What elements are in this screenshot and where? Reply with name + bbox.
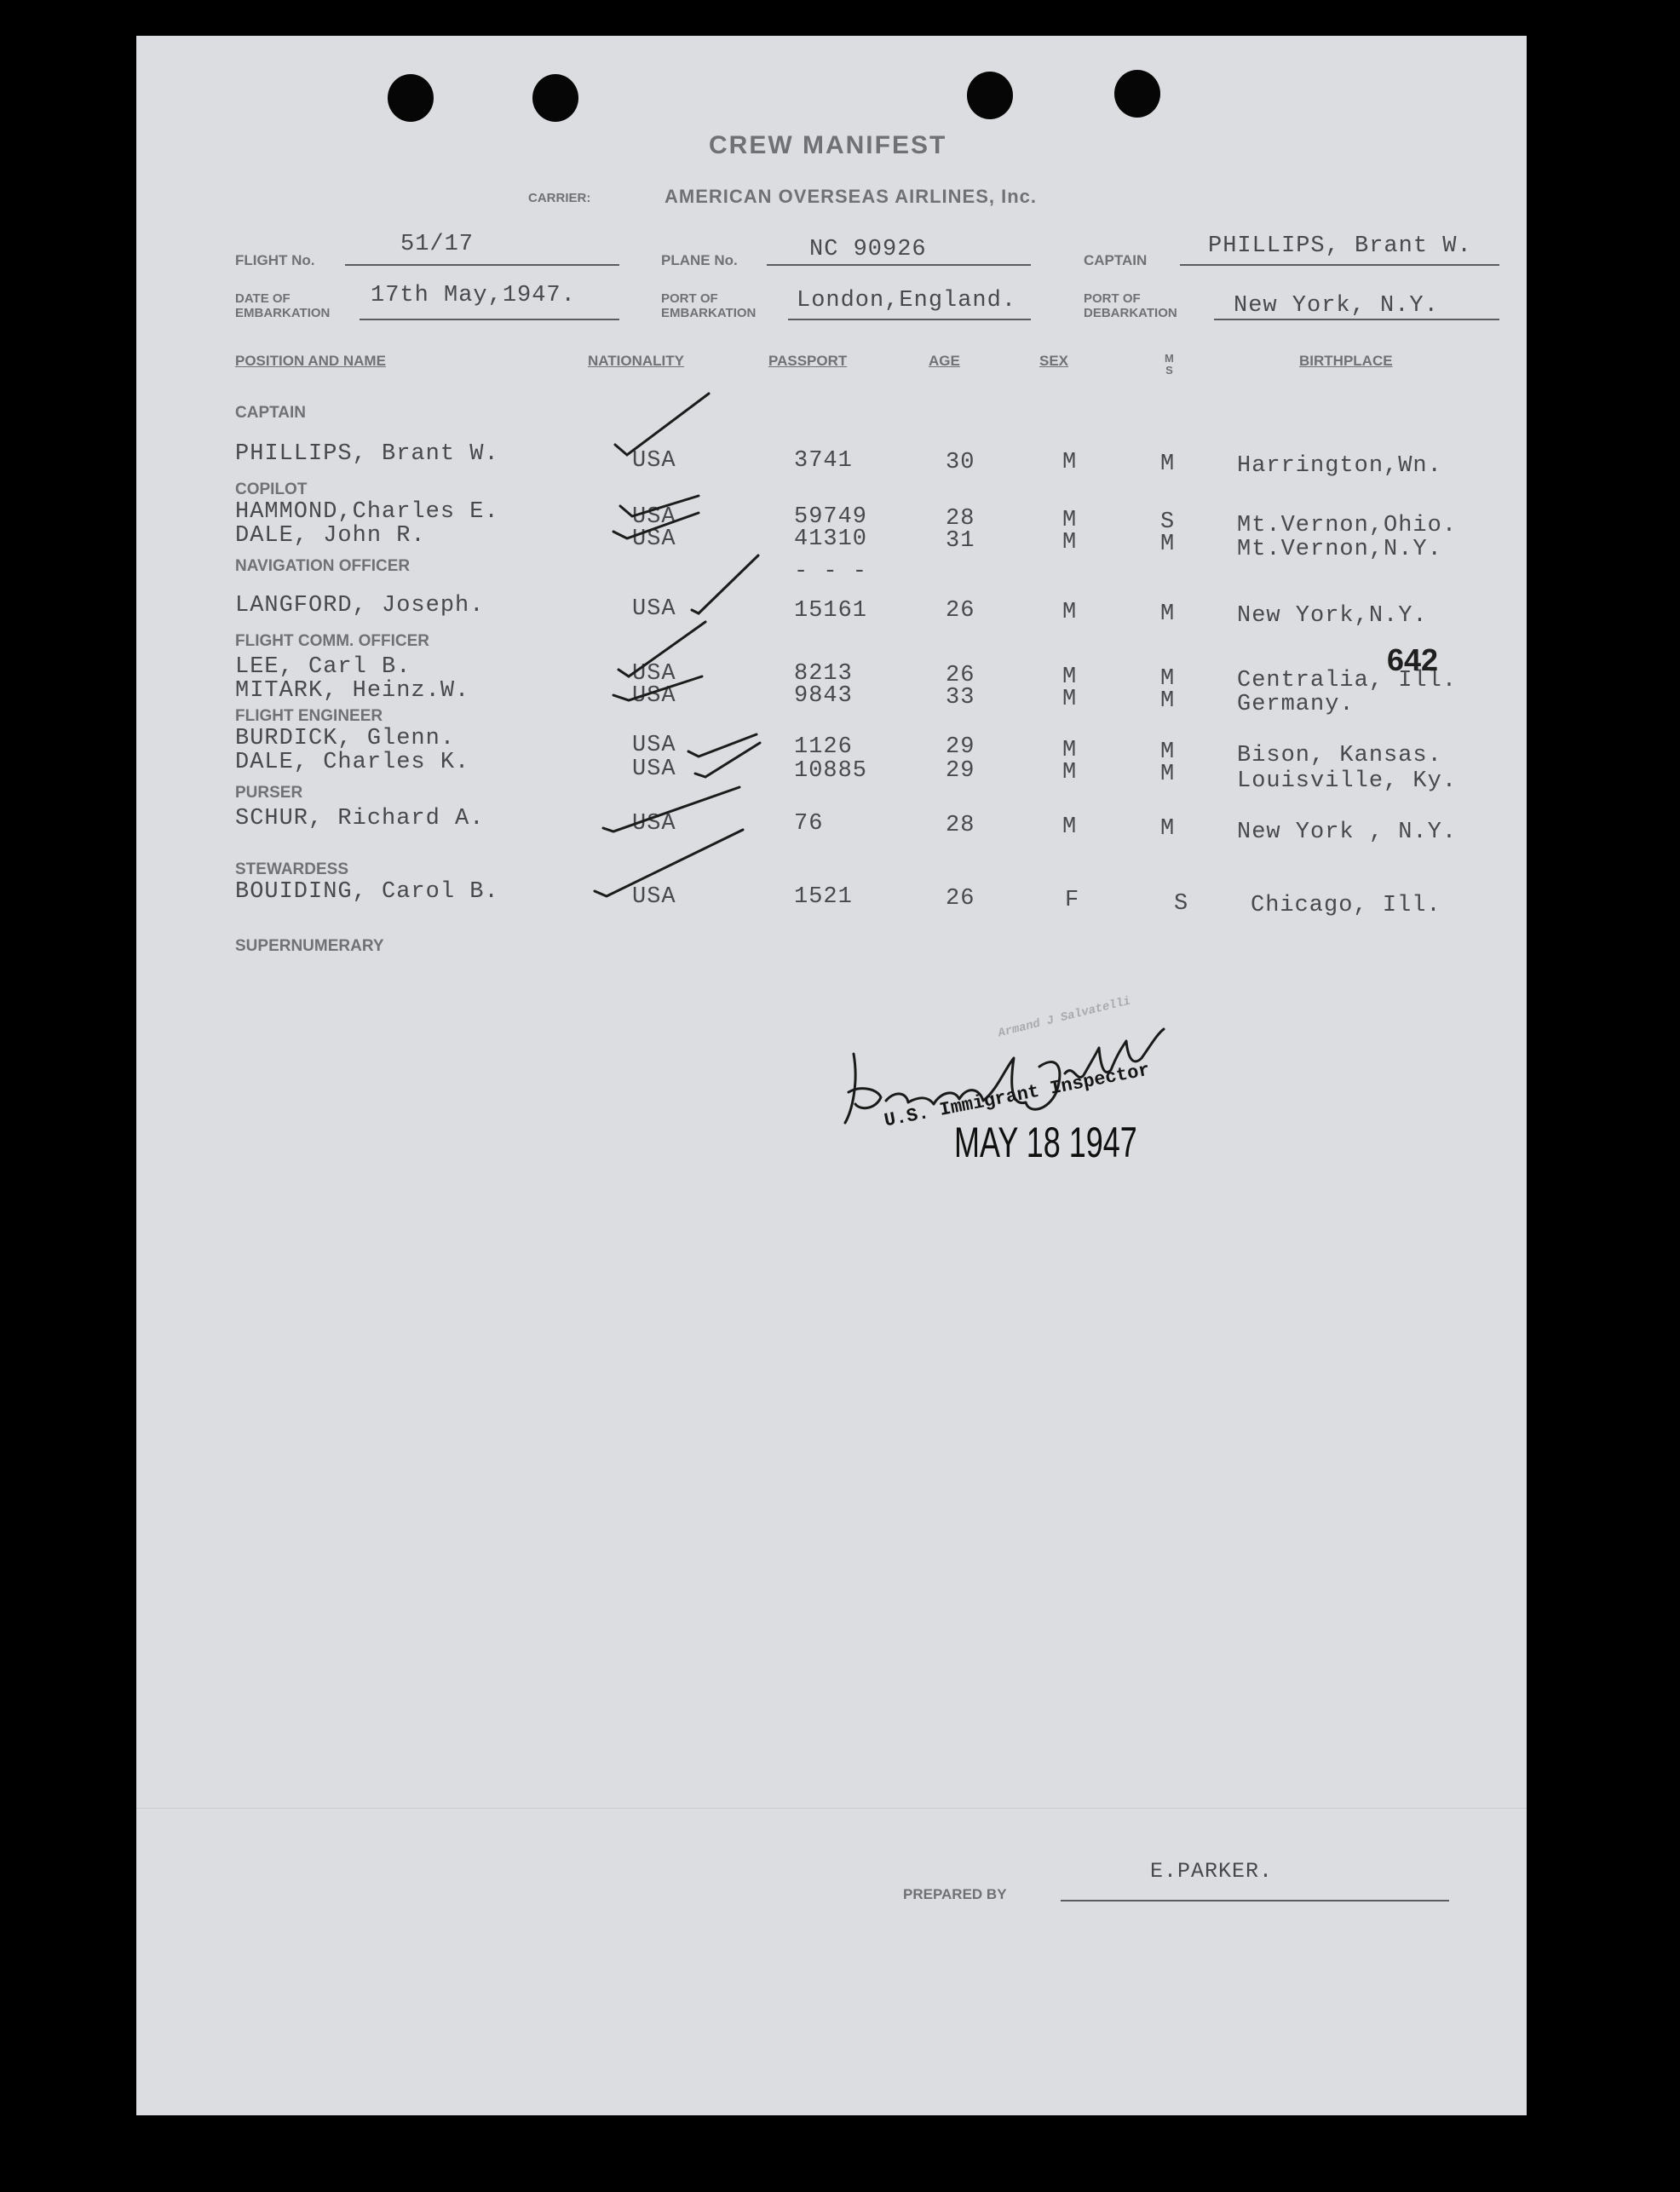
crew-marital: M bbox=[1160, 601, 1176, 627]
crew-passport: 59749 bbox=[794, 504, 868, 530]
crew-sex: M bbox=[1062, 450, 1078, 475]
crew-sex: M bbox=[1062, 600, 1078, 625]
check-mark-icon bbox=[688, 734, 757, 757]
passport-dashes: - - - bbox=[794, 559, 868, 584]
crew-nationality: USA bbox=[632, 504, 676, 530]
plane-no-label: PLANE No. bbox=[661, 252, 738, 268]
crew-name: LEE, Carl B. bbox=[235, 654, 411, 680]
crew-name: DALE, John R. bbox=[235, 523, 426, 549]
check-mark-icon bbox=[692, 555, 758, 613]
crew-birthplace: Mt.Vernon,Ohio. bbox=[1237, 513, 1458, 538]
carrier-name: AMERICAN OVERSEAS AIRLINES, Inc. bbox=[665, 186, 1038, 207]
col-passport-header: PASSPORT bbox=[768, 353, 848, 369]
flight-no-rule bbox=[345, 264, 619, 266]
col-sex-header: SEX bbox=[1039, 353, 1069, 369]
port-embarkation-rule bbox=[788, 319, 1031, 320]
section-captain: CAPTAIN bbox=[235, 404, 307, 422]
crew-age: 26 bbox=[946, 886, 975, 912]
crew-name: SCHUR, Richard A. bbox=[235, 806, 485, 831]
section-flight-engineer: FLIGHT ENGINEER bbox=[235, 707, 383, 725]
crew-nationality: USA bbox=[632, 733, 676, 758]
crew-age: 30 bbox=[946, 450, 975, 475]
section-navigation: NAVIGATION OFFICER bbox=[235, 557, 411, 575]
section-copilot: COPILOT bbox=[235, 480, 308, 498]
crew-name: LANGFORD, Joseph. bbox=[235, 593, 485, 618]
captain-label: CAPTAIN bbox=[1084, 252, 1148, 268]
date-label-line1: DATE OF bbox=[235, 291, 291, 306]
crew-marital: M bbox=[1160, 739, 1176, 765]
check-mark-icon bbox=[695, 743, 760, 777]
date-rule bbox=[360, 319, 619, 320]
section-supernumerary: SUPERNUMERARY bbox=[235, 937, 384, 955]
crew-passport: 76 bbox=[794, 811, 824, 837]
port-debarkation-label-line1: PORT OF bbox=[1084, 291, 1141, 306]
crew-marital: S bbox=[1174, 891, 1189, 917]
crew-birthplace: New York,N.Y. bbox=[1237, 603, 1428, 629]
crew-age: 28 bbox=[946, 506, 975, 532]
crew-birthplace: Chicago, Ill. bbox=[1251, 893, 1441, 918]
prepared-by-rule bbox=[1061, 1900, 1449, 1901]
flight-no-label: FLIGHT No. bbox=[235, 252, 315, 268]
captain-value: PHILLIPS, Brant W. bbox=[1208, 233, 1472, 259]
plane-no-value: NC 90926 bbox=[809, 237, 927, 262]
punch-hole bbox=[388, 74, 434, 122]
crew-name: BOUIDING, Carol B. bbox=[235, 879, 499, 905]
crew-passport: 1126 bbox=[794, 734, 853, 760]
captain-rule bbox=[1180, 264, 1499, 266]
crew-name: DALE, Charles K. bbox=[235, 750, 470, 775]
crew-sex: M bbox=[1062, 687, 1078, 712]
port-debarkation-label-line2: DEBARKATION bbox=[1084, 306, 1177, 320]
crew-nationality: USA bbox=[632, 596, 676, 622]
punch-hole bbox=[532, 74, 578, 122]
col-position-header: POSITION AND NAME bbox=[235, 353, 386, 369]
crew-age: 33 bbox=[946, 685, 975, 711]
crew-birthplace: Louisville, Ky. bbox=[1237, 768, 1458, 794]
col-nationality-header: NATIONALITY bbox=[588, 353, 685, 369]
inspector-stamp: U.S. Immigrant Inspector bbox=[883, 1059, 1152, 1132]
crew-marital: M bbox=[1160, 532, 1176, 557]
crew-age: 26 bbox=[946, 663, 975, 688]
punch-hole bbox=[1114, 70, 1160, 118]
crew-age: 28 bbox=[946, 813, 975, 838]
crew-sex: M bbox=[1062, 530, 1078, 555]
col-marital-bottom: S bbox=[1165, 364, 1173, 377]
crew-sex: F bbox=[1065, 888, 1080, 913]
crew-age: 31 bbox=[946, 528, 975, 554]
port-debarkation-rule bbox=[1214, 319, 1499, 320]
crew-name: MITARK, Heinz.W. bbox=[235, 678, 470, 704]
crew-nationality: USA bbox=[632, 448, 676, 474]
crew-birthplace: New York , N.Y. bbox=[1237, 820, 1458, 845]
crew-passport: 9843 bbox=[794, 683, 853, 709]
crew-sex: M bbox=[1062, 665, 1078, 690]
stamp-date: MAY 18 1947 bbox=[954, 1119, 1137, 1166]
crew-marital: S bbox=[1160, 509, 1176, 535]
crew-age: 29 bbox=[946, 734, 975, 760]
crew-passport: 41310 bbox=[794, 526, 868, 552]
crew-birthplace: Mt.Vernon,N.Y. bbox=[1237, 537, 1442, 562]
port-debarkation-value: New York, N.Y. bbox=[1234, 293, 1439, 319]
signature-text: Armand J Salvatelli bbox=[997, 994, 1132, 1041]
plane-no-rule bbox=[767, 264, 1031, 266]
crew-sex: M bbox=[1062, 738, 1078, 763]
crew-marital: M bbox=[1160, 762, 1176, 787]
port-embarkation-label-line1: PORT OF bbox=[661, 291, 718, 306]
punch-hole bbox=[967, 72, 1013, 119]
crew-sex: M bbox=[1062, 814, 1078, 840]
section-flight-comm: FLIGHT COMM. OFFICER bbox=[235, 632, 429, 650]
crew-marital: M bbox=[1160, 666, 1176, 692]
crew-nationality: USA bbox=[632, 811, 676, 837]
signature bbox=[136, 36, 1527, 2115]
col-age-header: AGE bbox=[929, 353, 960, 369]
crew-name: BURDICK, Glenn. bbox=[235, 726, 456, 751]
crew-birthplace: Harrington,Wn. bbox=[1237, 453, 1442, 479]
flight-no-value: 51/17 bbox=[400, 232, 475, 257]
crew-nationality: USA bbox=[632, 661, 676, 687]
port-embarkation-label bbox=[661, 291, 756, 320]
section-stewardess: STEWARDESS bbox=[235, 860, 349, 878]
crew-nationality: USA bbox=[632, 683, 676, 709]
crew-nationality: USA bbox=[632, 884, 676, 910]
crew-marital: M bbox=[1160, 816, 1176, 842]
crew-name: HAMMOND,Charles E. bbox=[235, 499, 499, 525]
crew-nationality: USA bbox=[632, 757, 676, 782]
prepared-by-label: PREPARED BY bbox=[903, 1886, 1007, 1902]
crew-age: 26 bbox=[946, 598, 975, 624]
crew-sex: M bbox=[1062, 760, 1078, 785]
port-embarkation-value: London,England. bbox=[797, 288, 1017, 314]
crew-age: 29 bbox=[946, 758, 975, 784]
col-marital-header bbox=[1165, 353, 1174, 377]
page-number: 642 bbox=[1387, 642, 1439, 677]
crew-passport: 8213 bbox=[794, 661, 853, 687]
crew-marital: M bbox=[1160, 688, 1176, 714]
crew-birthplace: Bison, Kansas. bbox=[1237, 743, 1442, 768]
crew-nationality: USA bbox=[632, 526, 676, 552]
crew-marital: M bbox=[1160, 452, 1176, 477]
crew-passport: 10885 bbox=[794, 758, 868, 784]
manifest-title: CREW MANIFEST bbox=[709, 131, 947, 159]
port-embarkation-label-line2: EMBARKATION bbox=[661, 306, 757, 320]
section-purser: PURSER bbox=[235, 784, 303, 802]
crew-passport: 1521 bbox=[794, 884, 853, 910]
date-label-line2: EMBARKATION bbox=[235, 306, 331, 320]
crew-sex: M bbox=[1062, 508, 1078, 533]
date-label bbox=[235, 291, 330, 320]
crew-birthplace: Germany. bbox=[1237, 692, 1355, 717]
crew-name: PHILLIPS, Brant W. bbox=[235, 441, 499, 467]
check-marks bbox=[136, 36, 1527, 2115]
port-debarkation-label bbox=[1084, 291, 1177, 320]
crew-passport: 15161 bbox=[794, 598, 868, 624]
carrier-label: CARRIER: bbox=[528, 191, 591, 205]
prepared-by-value: E.PARKER. bbox=[1150, 1859, 1274, 1884]
crew-passport: 3741 bbox=[794, 448, 853, 474]
col-birthplace-header: BIRTHPLACE bbox=[1299, 353, 1393, 369]
crew-birthplace: Centralia, Ill. bbox=[1237, 668, 1458, 693]
date-value: 17th May,1947. bbox=[371, 283, 576, 308]
col-marital-top: M bbox=[1165, 352, 1174, 365]
fold-crease bbox=[136, 1808, 1527, 1809]
check-mark-icon bbox=[615, 394, 709, 455]
manifest-page bbox=[136, 36, 1527, 2115]
